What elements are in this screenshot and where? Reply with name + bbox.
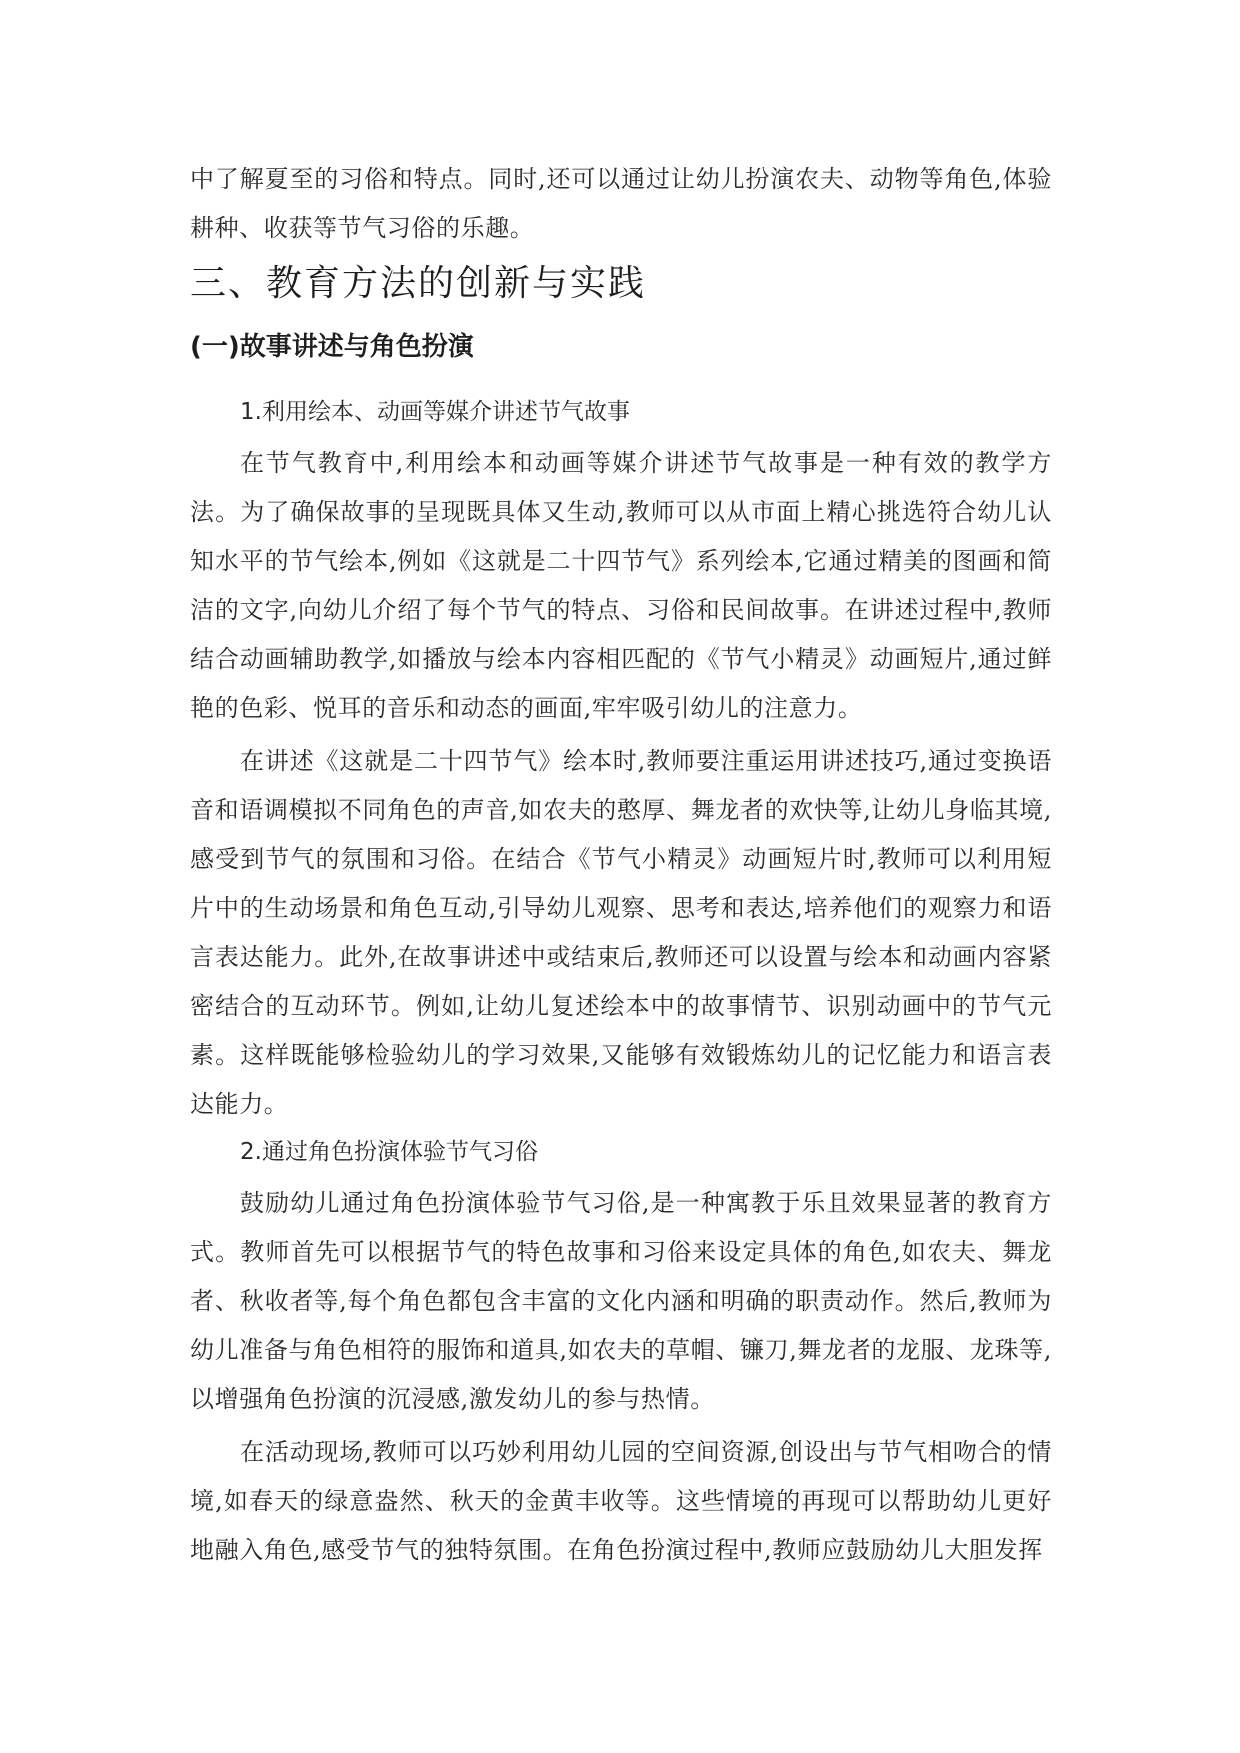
document-page: [190, 155, 1052, 1575]
item2-paragraph-2: 在活动现场,教师可以巧妙利用幼儿园的空间资源,创设出与节气相吻合的情境,如春天的绿意盎然、秋天的金黄丰收等。这些情境的再现可以帮助幼儿更好地融入角色,感受节气的独特氛围。在角色扮演过程中,教师应鼓励幼儿大胆发挥: [190, 1438, 1052, 1564]
subsection-heading: (一)故事讲述与角色扮演: [190, 332, 474, 362]
item1-paragraph-2: 在讲述《这就是二十四节气》绘本时,教师要注重运用讲述技巧,通过变换语音和语调模拟不同角色的声音,如农夫的憨厚、舞龙者的欢快等,让幼儿身临其境,感受到节气的氛围和习俗。在结合《节气小精灵》动画短片时,教师可以利用短片中的生动场景和角色互动,引导幼儿观察、思考和表达,培养他们的观察力和语言表达能力。此外,在故事讲述中或结束后,教师还可以设置与绘本和动画内容紧密结合的互动环节。例如,让幼儿复述绘本中的故事情节、识别动画中的节气元素。这样既能够检验幼儿的学习效果,又能够有效锻炼幼儿的记忆能力和语言表达能力。: [190, 747, 1052, 1118]
intro-paragraph: 中了解夏至的习俗和特点。同时,还可以通过让幼儿扮演农夫、动物等角色,体验耕种、收获等节气习俗的乐趣。: [190, 165, 1052, 242]
item1-heading: 1.利用绘本、动画等媒介讲述节气故事: [240, 399, 630, 425]
item1-paragraph-1: 在节气教育中,利用绘本和动画等媒介讲述节气故事是一种有效的教学方法。为了确保故事的呈现既具体又生动,教师可以从市面上精心挑选符合幼儿认知水平的节气绘本,例如《这就是二十四节气》系列绘本,它通过精美的图画和简洁的文字,向幼儿介绍了每个节气的特点、习俗和民间故事。在讲述过程中,教师结合动画辅助教学,如播放与绘本内容相匹配的《节气小精灵》动画短片,通过鲜艳的色彩、悦耳的音乐和动态的画面,牢牢吸引幼儿的注意力。: [190, 449, 1052, 722]
item2-heading: 2.通过角色扮演体验节气习俗: [240, 1139, 538, 1165]
section-heading: 三、教育方法的创新与实践: [190, 263, 647, 304]
item2-paragraph-1: 鼓励幼儿通过角色扮演体验节气习俗,是一种寓教于乐且效果显著的教育方式。教师首先可以根据节气的特色故事和习俗来设定具体的角色,如农夫、舞龙者、秋收者等,每个角色都包含丰富的文化内涵和明确的职责动作。然后,教师为幼儿准备与角色相符的服饰和道具,如农夫的草帽、镰刀,舞龙者的龙服、龙珠等,以增强角色扮演的沉浸感,激发幼儿的参与热情。: [190, 1189, 1052, 1413]
